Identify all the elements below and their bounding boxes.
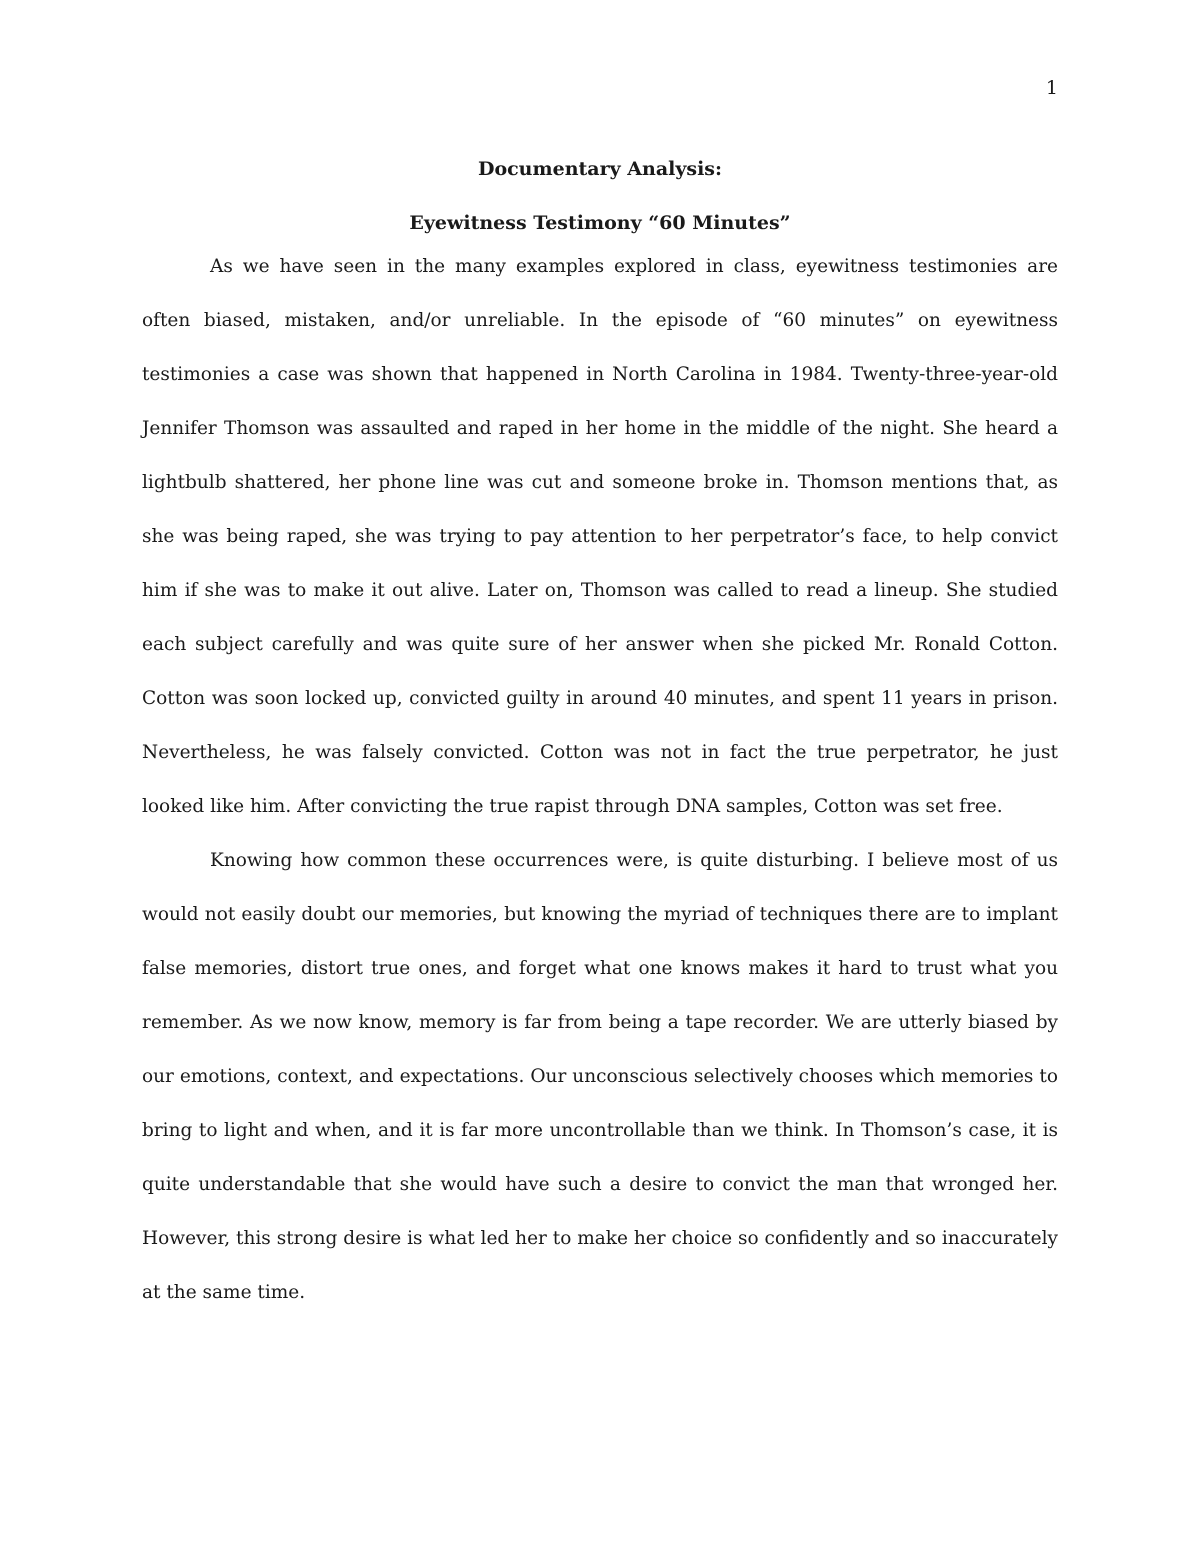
- document-subtitle: Eyewitness Testimony “60 Minutes”: [409, 212, 791, 234]
- paragraph-1: As we have seen in the many examples explored in class, eyewitness testimonies are often biased, mistaken, and/or unreliable. In the episode of “60 minutes” on eyewitness testimonies a case was shown that happened in North Carolina in 1984. Twenty-three-year-old Jennifer Thomson was assaulted and raped in her home in the middle of the night. She heard a lightbulb shattered, her phone line was cut and someone broke in. Thomson mentions that, as she was being raped, she was trying to pay attention to her perpetrator’s face, to help convict him if she was to make it out alive. Later on, Thomson was called to read a lineup. She studied each subject carefully and was quite sure of her answer when she picked Mr. Ronald Cotton. Cotton was soon locked up, convicted guilty in around 40 minutes, and spent 11 years in prison. Nevertheless, he was falsely convicted. Cotton was not in fact the true perpetrator, he just looked like him. After convicting the true rapist through DNA samples, Cotton was set free.: [142, 256, 1058, 817]
- title-block: [142, 142, 1058, 250]
- paragraph-2: Knowing how common these occurrences were, is quite disturbing. I believe most of us would not easily doubt our memories, but knowing the myriad of techniques there are to implant false memories, distort true ones, and forget what one knows makes it hard to trust what you remember. As we now know, memory is far from being a tape recorder. We are utterly biased by our emotions, context, and expectations. Our unconscious selectively chooses which memories to bring to light and when, and it is far more uncontrollable than we think. In Thomson’s case, it is quite understandable that she would have such a desire to convict the man that wronged her. However, this strong desire is what led her to make her choice so confidently and so inaccurately at the same time.: [142, 850, 1058, 1303]
- page-number: 1: [1045, 77, 1058, 99]
- document-body: [142, 240, 1058, 1320]
- document-title: Documentary Analysis:: [477, 158, 723, 180]
